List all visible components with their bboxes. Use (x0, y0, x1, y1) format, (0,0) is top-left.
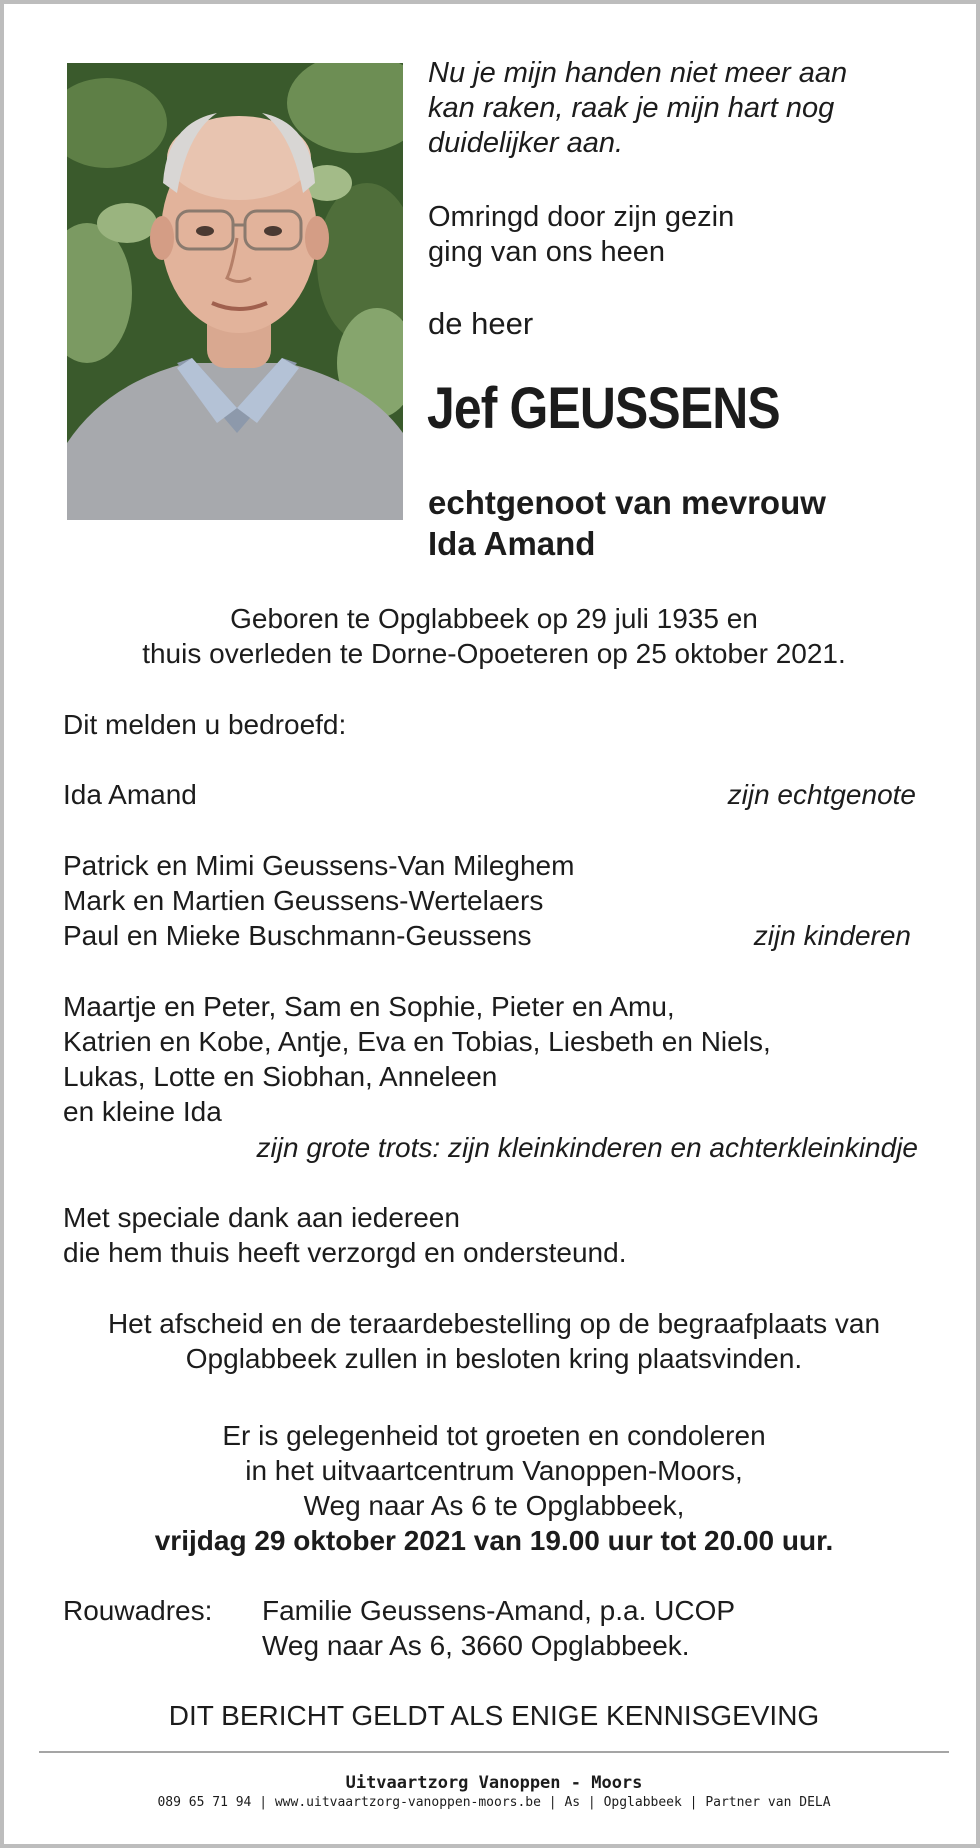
grandchildren-line: Lukas, Lotte en Siobhan, Anneleen (63, 1061, 498, 1092)
address-line: Familie Geussens-Amand, p.a. UCOP (262, 1595, 736, 1626)
spouse-title: echtgenoot van mevrouw Ida Amand (428, 484, 826, 562)
grandchildren-line: en kleine Ida (63, 1096, 222, 1127)
condolence-line: in het uitvaartcentrum Vanoppen-Moors, (245, 1455, 743, 1486)
farewell-line: Opglabbeek zullen in besloten kring plaatsvinden. (185, 1343, 803, 1374)
farewell-info (44, 1306, 944, 1376)
funeral-company: Uitvaartzorg Vanoppen - Moors (345, 1773, 643, 1793)
birth-death-info (44, 601, 944, 671)
deceased-name: Jef GEUSSENS (427, 376, 780, 441)
grandchildren-line: Maartje en Peter, Sam en Sophie, Pieter en Amu, (63, 991, 675, 1022)
spouse-name: Ida Amand (63, 779, 197, 810)
funeral-contact-info: 089 65 71 94 | www.uitvaartzorg-vanoppen-moors.be | As | Opglabbeek | Partner van DELA (157, 1795, 831, 1810)
grandchildren-role: zijn grote trots: zijn kleinkinderen en achterkleinkindje (256, 1132, 918, 1163)
portrait-photo (67, 63, 403, 520)
farewell-line: Het afscheid en de teraardebestelling op de begraafplaats van (107, 1308, 881, 1339)
announce-text: Dit melden u bedroefd: (63, 709, 347, 740)
condolence-line: Weg naar As 6 te Opglabbeek, (303, 1490, 685, 1521)
intro-text: Omringd door zijn gezin ging van ons heen (428, 201, 735, 268)
condolence-line: Er is gelegenheid tot groeten en condoleren (222, 1420, 766, 1451)
child-line: Mark en Martien Geussens-Wertelaers (63, 885, 544, 916)
thanks-line: die hem thuis heeft verzorgd en ondersteund. (63, 1237, 627, 1268)
condolence-info (44, 1418, 944, 1558)
address-line: Weg naar As 6, 3660 Opglabbeek. (262, 1630, 690, 1661)
salutation: de heer (428, 306, 534, 341)
child-line: Paul en Mieke Buschmann-Geussens (63, 920, 532, 951)
condolence-datetime: vrijdag 29 oktober 2021 van 19.00 uur tot 20.00 uur. (154, 1525, 834, 1556)
poem-text: Nu je mijn handen niet meer aan kan raken, raak je mijn hart nog duidelijker aan. (428, 57, 848, 159)
birth-line: Geboren te Opglabbeek op 29 juli 1935 en (230, 603, 758, 634)
spouse-role: zijn echtgenote (727, 779, 916, 810)
death-line: thuis overleden te Dorne-Opoeteren op 25 oktober 2021. (142, 638, 846, 669)
portrait-illustration (67, 63, 403, 520)
thanks-line: Met speciale dank aan iedereen (63, 1202, 460, 1233)
grandchildren-line: Katrien en Kobe, Antje, Eva en Tobias, Liesbeth en Niels, (63, 1026, 771, 1057)
child-line: Patrick en Mimi Geussens-Van Mileghem (63, 850, 575, 881)
children-role: zijn kinderen (753, 920, 911, 951)
address-label: Rouwadres: (63, 1595, 213, 1626)
footer-divider (39, 1751, 949, 1753)
notice-text: DIT BERICHT GELDT ALS ENIGE KENNISGEVING (168, 1700, 820, 1731)
